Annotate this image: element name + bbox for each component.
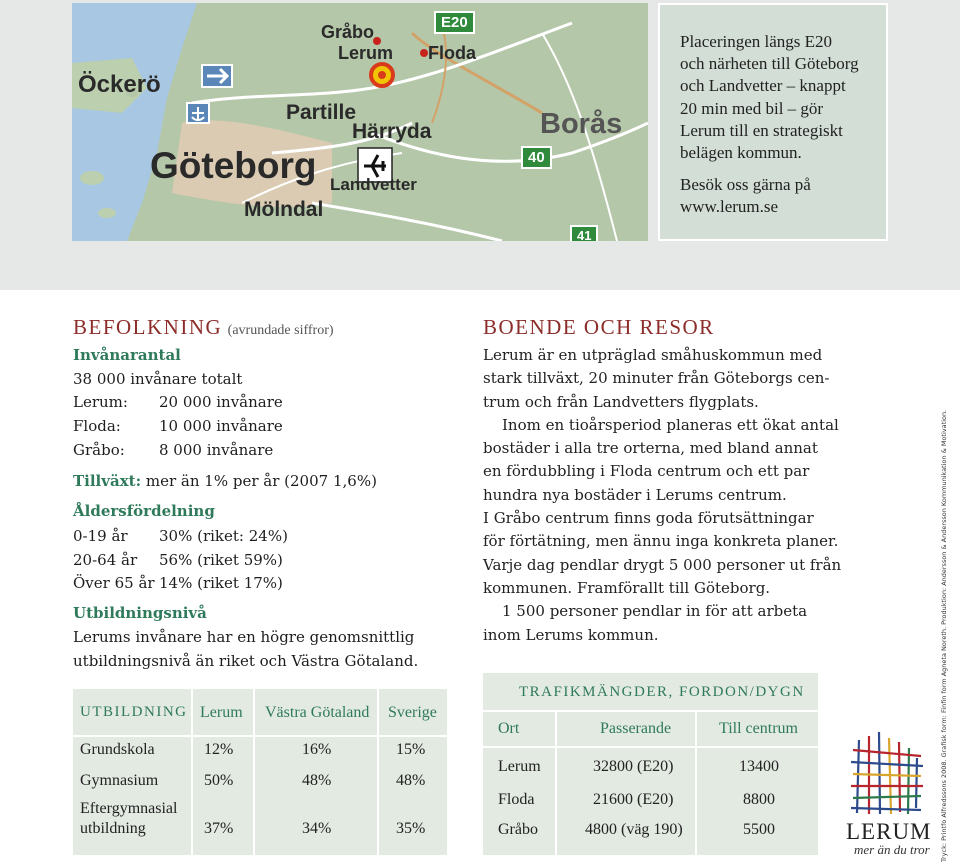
- map-label-partille: Partille: [286, 101, 357, 124]
- education-title: Utbildningsnivå: [73, 604, 207, 622]
- residents-value: 10 000 invånare: [159, 417, 283, 435]
- population-heading: [73, 315, 334, 340]
- housing-line: 1 500 personer pendlar in för att arbeta: [502, 602, 808, 621]
- map-label-molndal: Mölndal: [244, 198, 324, 221]
- map-label-grabo: Gråbo: [321, 22, 375, 42]
- table-cell: utbildning: [80, 820, 146, 837]
- table-header: Ort: [498, 720, 520, 737]
- housing-line: för förtätning, men ännu inga konkreta planer.: [483, 532, 839, 551]
- age-value: 14% (riket 17%): [159, 574, 283, 592]
- housing-line: inom Lerums kommun.: [483, 625, 659, 644]
- lerum-logo: [845, 728, 931, 858]
- residents-value: 20 000 invånare: [159, 393, 283, 411]
- education-text: utbildningsnivå än riket och Västra Götaland.: [73, 652, 419, 670]
- age-title: Åldersfördelning: [73, 502, 215, 520]
- lerum-logo-mark: [847, 728, 927, 818]
- table-header: Passerande: [600, 720, 672, 737]
- residents-place: Lerum:: [73, 393, 128, 411]
- map-label-ockero: Öckerö: [78, 71, 161, 98]
- road-sign-e20: E20: [434, 11, 475, 34]
- table-divider: [695, 710, 697, 855]
- lerum-logo-wordmark: LERUM: [846, 819, 932, 844]
- road-sign-41: 41: [570, 225, 598, 241]
- housing-heading-title: BOENDE OCH RESOR: [483, 315, 715, 339]
- callout-line: Besök oss gärna på: [680, 175, 811, 195]
- map-label-harryda: Härryda: [352, 120, 432, 143]
- growth-label: Tillväxt:: [73, 472, 142, 490]
- lerum-logo-tagline: mer än du tror: [854, 842, 930, 857]
- location-callout: [658, 3, 888, 241]
- table-divider: [483, 746, 818, 748]
- housing-line: hundra nya bostäder i Lerums centrum.: [483, 485, 787, 504]
- residents-place: Gråbo:: [73, 441, 125, 459]
- table-cell: 4800 (väg 190): [585, 821, 683, 838]
- region-map: [72, 3, 648, 241]
- housing-line: I Gråbo centrum finns goda förutsättningar: [483, 509, 814, 528]
- age-range: Över 65 år: [73, 574, 155, 592]
- callout-link[interactable]: www.lerum.se: [680, 197, 779, 217]
- education-table: [73, 689, 447, 855]
- table-cell: 13400: [739, 758, 779, 775]
- map-label-boras: Borås: [540, 108, 623, 140]
- housing-heading: [483, 315, 715, 340]
- education-text: Lerums invånare har en högre genomsnittlig: [73, 628, 415, 646]
- table-divider: [73, 735, 447, 737]
- table-header: Sverige: [388, 704, 437, 721]
- map-label-landvetter: Landvetter: [330, 175, 417, 194]
- table-cell: 12%: [204, 741, 234, 758]
- table-cell: Grundskola: [80, 741, 155, 758]
- table-cell: 50%: [204, 772, 234, 789]
- growth-value: mer än 1% per år (2007 1,6%): [145, 472, 377, 490]
- table-cell: 34%: [302, 820, 332, 837]
- housing-line: stark tillväxt, 20 minuter från Göteborgs cen-: [483, 369, 830, 388]
- population-heading-note: (avrundade siffror): [227, 323, 334, 338]
- housing-line: bostäder i alla tre orterna, med bland annat: [483, 439, 818, 458]
- housing-text: [483, 344, 841, 647]
- age-range: 0-19 år: [73, 527, 128, 545]
- table-cell: Lerum: [498, 758, 541, 775]
- age-range: 20-64 år: [73, 551, 138, 569]
- age-value: 30% (riket: 24%): [159, 527, 288, 545]
- table-header: UTBILDNING: [80, 704, 188, 720]
- table-header: Västra Götaland: [265, 704, 370, 721]
- traffic-table: [483, 673, 818, 855]
- residents-place: Floda:: [73, 417, 121, 435]
- table-divider: [377, 689, 379, 855]
- residents-title: Invånarantal: [73, 346, 181, 364]
- age-value: 56% (riket 59%): [159, 551, 283, 569]
- callout-line: och Landvetter – knappt: [680, 76, 846, 96]
- housing-line: Lerum är en utpräglad småhuskommun med: [483, 346, 823, 364]
- callout-line: 20 min med bil – gör: [680, 98, 824, 118]
- housing-line: kommunen. Framförallt till Göteborg.: [483, 578, 771, 597]
- table-cell: Gråbo: [498, 821, 538, 838]
- table-divider: [483, 710, 818, 712]
- callout-line: och närheten till Göteborg: [680, 54, 859, 74]
- table-cell: 32800 (E20): [593, 758, 674, 775]
- table-cell: 21600 (E20): [593, 791, 674, 808]
- table-header: Lerum: [200, 704, 243, 721]
- callout-line: Placeringen längs E20: [680, 32, 833, 51]
- table-cell: 5500: [743, 821, 775, 838]
- table-cell: 37%: [204, 820, 234, 837]
- table-cell: Gymnasium: [80, 772, 159, 789]
- table-cell: 48%: [396, 772, 426, 789]
- road-sign-40: 40: [521, 146, 552, 169]
- map-label-floda: Floda: [428, 43, 476, 63]
- table-divider: [555, 710, 557, 855]
- growth-line: [73, 472, 377, 490]
- table-cell: 8800: [743, 791, 775, 808]
- housing-line: Varje dag pendlar drygt 5 000 personer ut från: [483, 555, 842, 574]
- table-cell: Eftergymnasial: [80, 800, 178, 817]
- table-header: Till centrum: [719, 720, 798, 737]
- residents-total: 38 000 invånare totalt: [73, 370, 243, 388]
- traffic-title: TRAFIKMÄNGDER, FORDON/DYGN: [519, 684, 805, 700]
- housing-line: Inom en tioårsperiod planeras ett ökat antal: [502, 415, 839, 434]
- table-divider: [191, 689, 193, 855]
- callout-line: belägen kommun.: [680, 143, 802, 163]
- population-heading-title: BEFOLKNING: [73, 315, 223, 339]
- housing-line: en fördubbling i Floda centrum och ett par: [483, 462, 810, 481]
- table-cell: 48%: [302, 772, 332, 789]
- map-label-goteborg: Göteborg: [150, 145, 317, 186]
- table-cell: 16%: [302, 741, 332, 758]
- table-divider: [253, 689, 255, 855]
- callout-line: Lerum till en strategiskt: [680, 120, 843, 140]
- table-cell: 35%: [396, 820, 426, 837]
- residents-value: 8 000 invånare: [159, 441, 274, 459]
- housing-line: trum och från Landvetters flygplats.: [483, 392, 759, 411]
- callout-text: [680, 31, 885, 219]
- print-credits: Tryck: Printfo Alfredssons 2008. Grafisk form: Finfin form Agneta Noreth. Produktion: Andersson & Andersson Kommunikation & Motivation.: [940, 409, 948, 862]
- table-cell: Floda: [498, 791, 535, 808]
- map-label-lerum: Lerum: [338, 43, 394, 63]
- table-cell: 15%: [396, 741, 426, 758]
